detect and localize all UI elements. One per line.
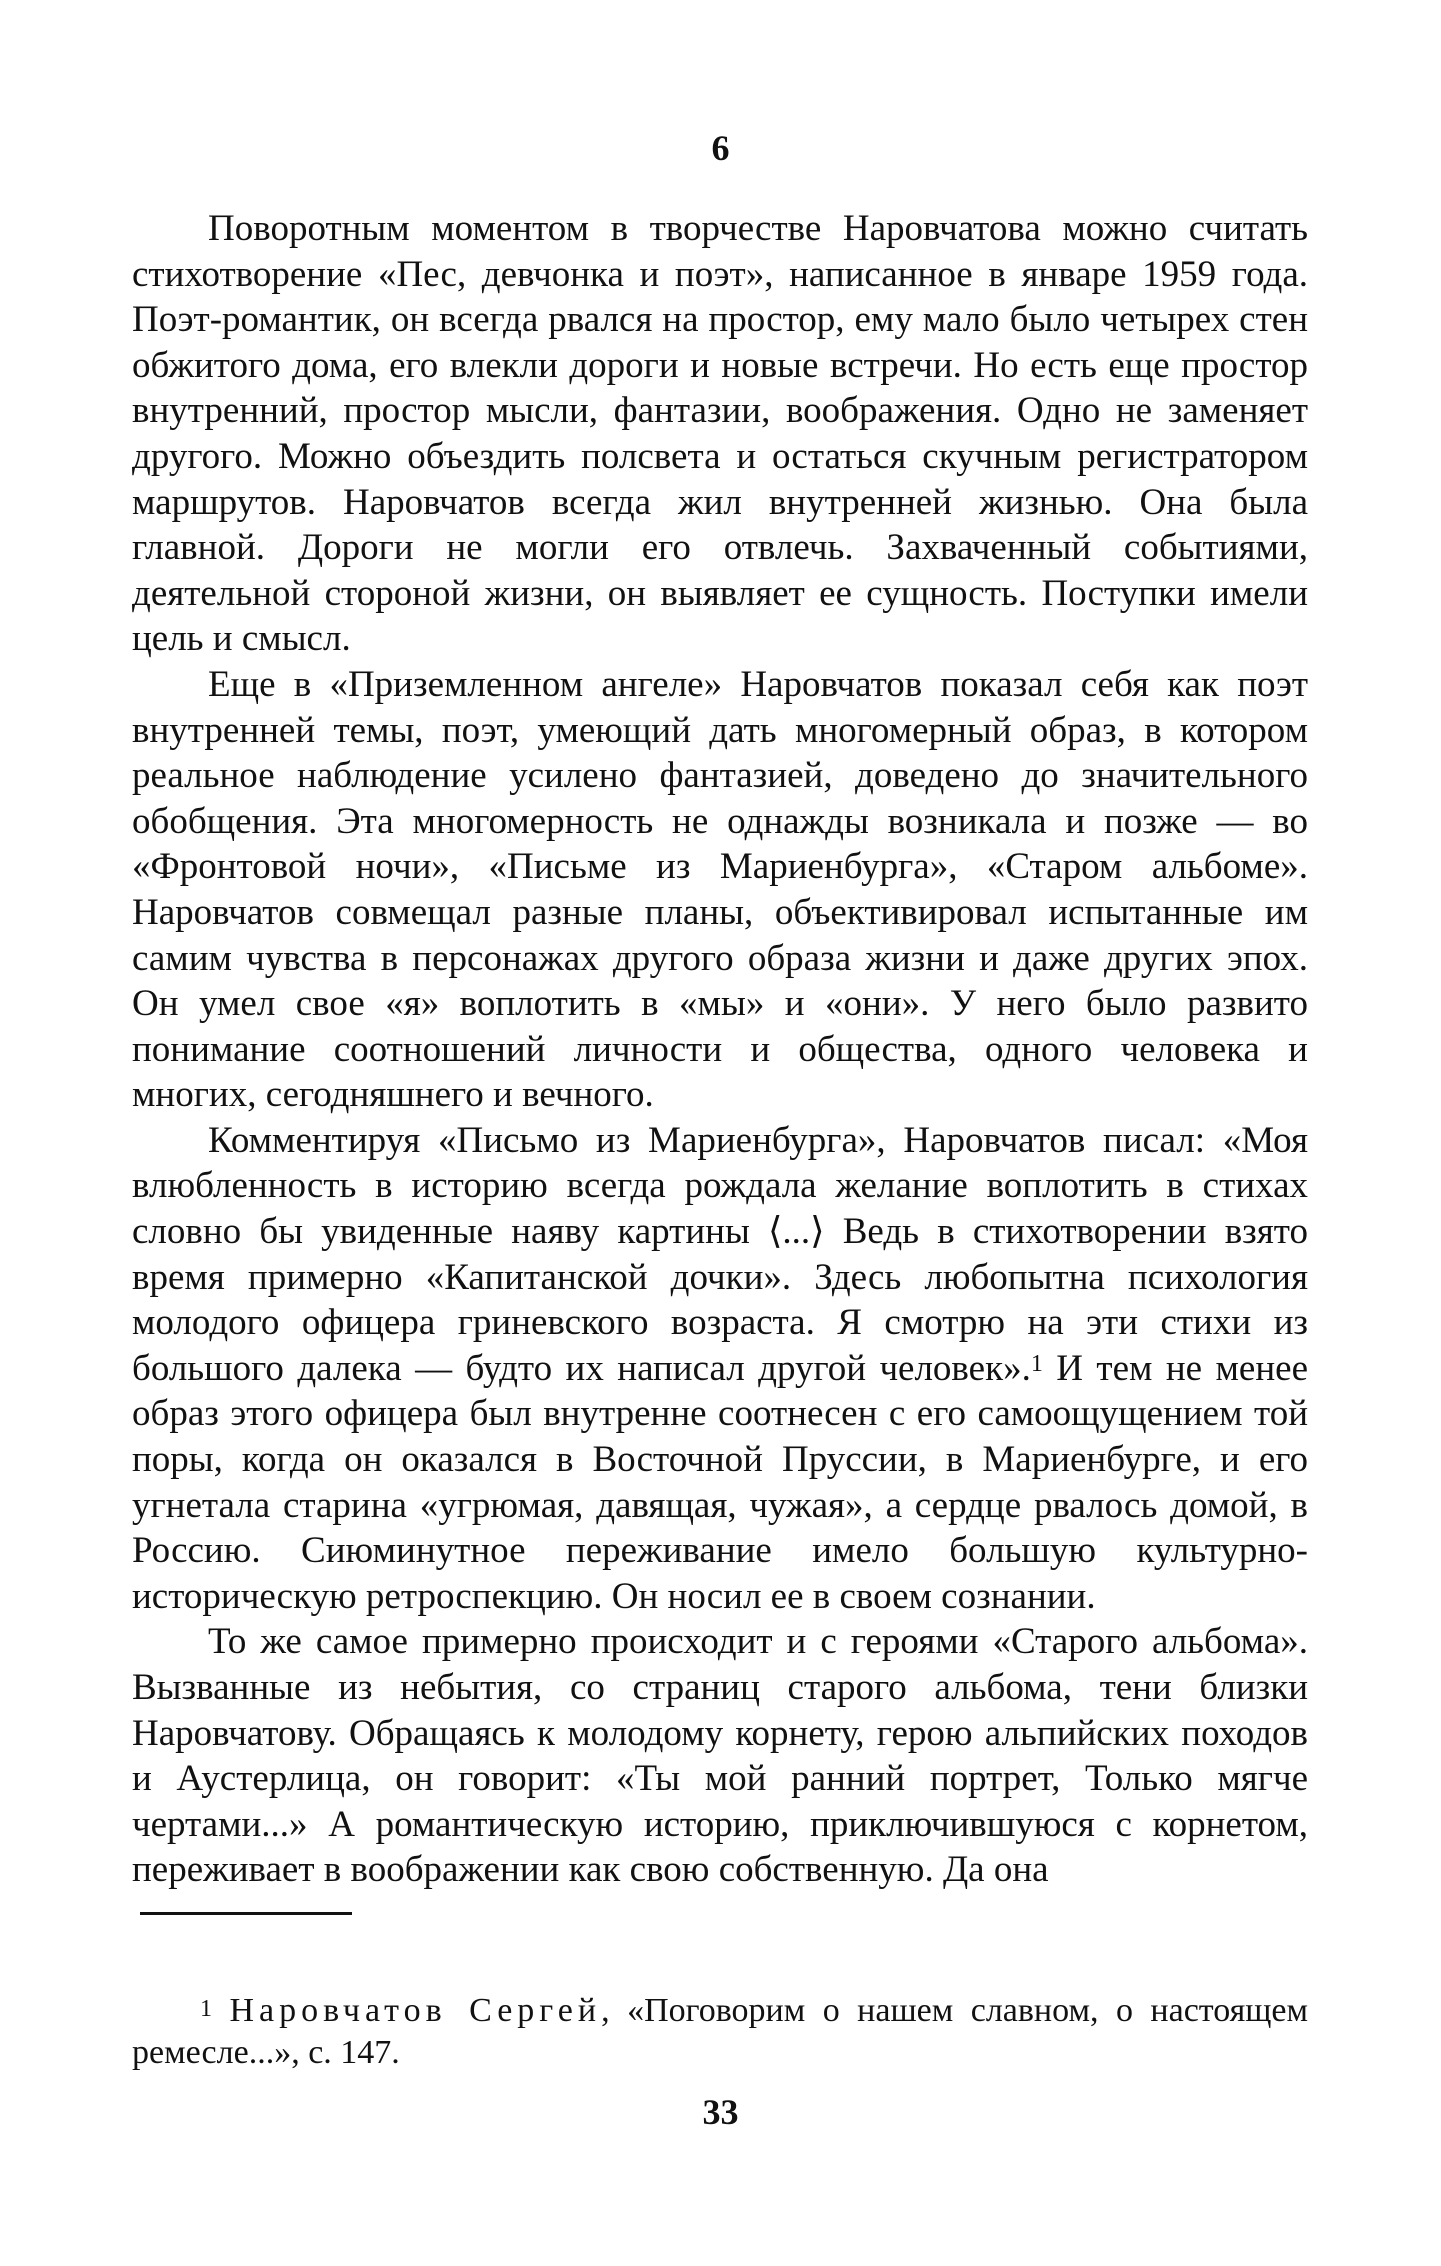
- footnote: [132, 1990, 1308, 2074]
- paragraph-3-part-2: И тем не менее образ этого офицера был внутренне соотнесен с его самоощущением той поры, когда он оказался в Восточной Пруссии, в Мариенбурге, и его угнетала старина «угрюмая, давящая, чужая», а сердце рвалось домой, в Россию. Сиюминутное переживание имело большую культурно-историческую ретроспекцию. Он носил ее в своем сознании.: [132, 1347, 1308, 1617]
- paragraph-3-part-1: Комментируя «Письмо из Мариенбурга», Наровчатов писал: «Моя влюбленность в историю всегда рождала желание воплотить в стихах словно бы увиденные наяву картины ⟨...⟩ Ведь в стихотворении взято время примерно «Капитанской дочки». Здесь любопытна психология молодого офицера гриневского возраста. Я смотрю на эти стихи из большого далека — будто их написал другой человек».: [132, 1119, 1308, 1389]
- paragraph-1: Поворотным моментом в творчестве Наровчатова можно считать стихотворение «Пес, девчонка и поэт», написанное в январе 1959 года. Поэт-романтик, он всегда рвался на простор, ему мало было четырех стен обжитого дома, его влекли дороги и новые встречи. Но есть еще простор внутренний, простор мысли, фантазии, воображения. Одно не заменяет другого. Можно объездить полсвета и остаться скучным регистратором маршрутов. Наровчатов всегда жил внутренней жизнью. Она была главной. Дороги не могли его отвлечь. Захваченный событиями, деятельной стороной жизни, он выявляет ее сущность. Поступки имели цель и смысл.: [132, 208, 1308, 660]
- footnote-text: , «Поговорим о нашем славном, о настоящем ремесле...», с. 147.: [132, 1992, 1308, 2071]
- paragraph-3: [132, 1118, 1308, 1620]
- paragraph-2: Еще в «Приземленном ангеле» Наровчатов показал себя как поэт внутренней темы, поэт, умеющий дать многомерный образ, в котором реальное наблюдение усилено фантазией, доведено до значительного обобщения. Эта многомерность не однажды возникала и позже — во «Фронтовой ночи», «Письме из Мариенбурга», «Старом альбоме». Наровчатов совмещал разные планы, объективировал испытанные им самим чувства в персонажах другого образа жизни и даже других эпох. Он умел свое «я» воплотить в «мы» и «они». У него было развито понимание соотношений личности и общества, одного человека и многих, сегодняшнего и вечного.: [132, 663, 1308, 1116]
- paragraph-4: То же самое примерно происходит и с героями «Старого альбома». Вызванные из небытия, со страниц старого альбома, тени близки Наровчатову. Обращаясь к молодому корнету, герою альпийских походов и Аустерлица, он говорит: «Ты мой ранний портрет, Только мягче чертами...» А романтическую историю, приключившуюся с корнетом, переживает в воображении как свою собственную. Да она: [132, 1621, 1308, 1891]
- footnote-divider: [140, 1912, 352, 1915]
- section-number: 6: [711, 128, 730, 168]
- footnote-reference: 1: [1030, 1350, 1043, 1377]
- body-text: [132, 206, 1308, 1893]
- footnote-marker: 1: [200, 1996, 212, 2022]
- footnote-author: Наровчатов Сергей: [229, 1992, 602, 2029]
- page-number: 33: [702, 2092, 739, 2132]
